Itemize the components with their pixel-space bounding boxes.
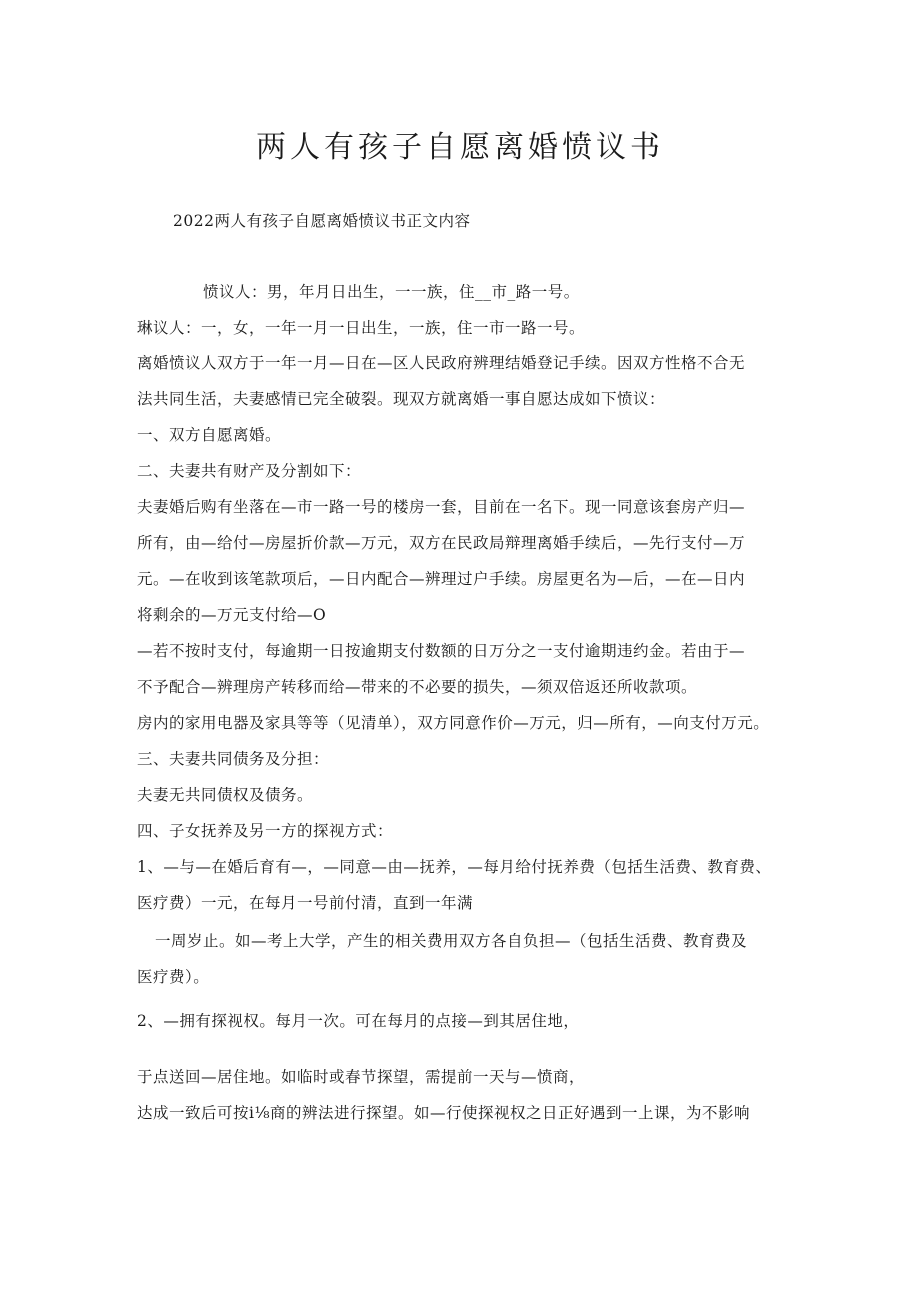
body-line: 不予配合—辨理房产转移而给—带来的不必要的损失，—须双倍返还所收款项。 xyxy=(137,678,698,696)
body-line: 一周岁止。如—考上大学，产生的相关费用双方各自负担—（包括生活费、教育费及 xyxy=(155,932,748,950)
body-line: 医疗费）。 xyxy=(137,968,210,986)
body-line: 所有，由—给付—房屋折价款—万元，双方在民政局辩理离婚手续后，—先行支付—万 xyxy=(137,534,746,552)
body-line: 1、—与—在婚后育有—，—同意—由—抚养，—每月给付抚养费（包括生活费、教育费、 xyxy=(137,858,772,876)
party-female-line: 琳议人：一，女，一年一月一日出生，一族，住一市一路一号。 xyxy=(137,319,586,337)
document-title: 两人有孩子自愿离婚愤议书 xyxy=(256,130,664,165)
section-heading: 二、夫妻共有财产及分割如下： xyxy=(137,462,362,480)
body-line: 医疗费）一元，在每月一号前付清，直到一年满 xyxy=(137,894,474,912)
document-subtitle: 2022两人有孩子自愿离婚愤议书正文内容 xyxy=(173,212,471,230)
section-heading: 三、夫妻共同债务及分担： xyxy=(137,750,330,768)
body-line: 元。—在收到该笔款项后，—日内配合—辨理过户手续。房屋更名为—后，—在—日内 xyxy=(137,570,746,588)
body-line: 2、—拥有探视权。每月一次。可在每月的点接—到其居住地， xyxy=(137,1012,580,1030)
body-line: 于点送回—居住地。如临时或春节探望，需提前一天与—愤商， xyxy=(137,1068,586,1086)
body-line: 夫妻婚后购有坐落在—市一路一号的楼房一套，目前在一名下。现一同意该套房产归— xyxy=(137,498,746,516)
body-line: —若不按时支付，每逾期一日按逾期支付数额的日万分之一支付逾期违约金。若由于— xyxy=(137,642,746,660)
body-line: 法共同生活，夫妻感情已完全破裂。现双方就离婚一事自愿达成如下愤议： xyxy=(137,390,666,408)
party-male-line: 愤议人：男，年月日出生，一一族，住__市_路一号。 xyxy=(203,283,580,301)
body-line: 离婚愤议人双方于一年一月—日在—区人民政府辨理结婚登记手续。因双方性格不合无 xyxy=(137,354,746,372)
body-line: 夫妻无共同债权及债务。 xyxy=(137,786,314,804)
body-line: 房内的家用电器及家具等等（见清单），双方同意作价—万元，归—所有，—向支付万元。 xyxy=(137,714,770,732)
body-line: 达成一致后可按i⅛商的辨法进行探望。如—行使探视权之日正好遇到一上课，为不影响 xyxy=(137,1104,750,1122)
body-line: 将剩余的—万元支付给—O xyxy=(137,606,327,624)
section-heading: 四、子女抚养及另一方的探视方式： xyxy=(137,822,394,840)
section-heading: 一、双方自愿离婚。 xyxy=(137,426,282,444)
